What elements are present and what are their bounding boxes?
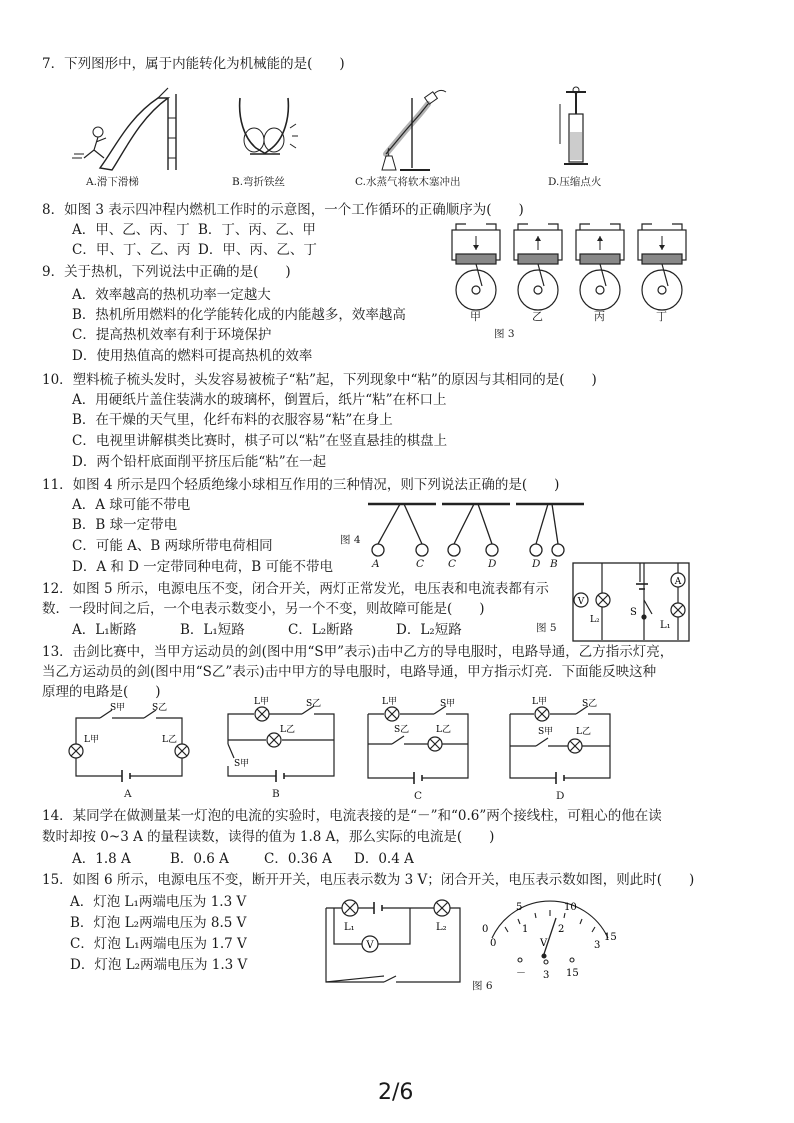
q7-caption-c: C.水蒸气将软木塞冲出 xyxy=(355,176,461,188)
q13b-l-yi-label: L乙 xyxy=(280,725,295,735)
q11-ball-diagrams xyxy=(368,500,584,566)
q13-circuit-a xyxy=(70,703,192,784)
q13a-sw-jia-label: S甲 xyxy=(110,703,126,713)
q11-ball-label-d1: D xyxy=(488,558,497,570)
q11-figure-caption: 图 4 xyxy=(340,534,361,546)
q10-option-b: B．在干燥的天气里，化纤布料的衣服容易“粘”在身上 xyxy=(72,412,393,428)
q11-ball-label-c1: C xyxy=(416,558,425,570)
q13-circuit-b-label: B xyxy=(272,788,280,800)
q10-option-c: C．电视里讲解棋类比赛时，棋子可以“粘”在竖直悬挂的棋盘上 xyxy=(72,433,448,449)
q13-circuit-a-label: A xyxy=(124,788,132,800)
q8-option-b: B．丁、丙、乙、甲 xyxy=(198,222,316,238)
q11-stem: 11．如图 4 所示是四个轻质绝缘小球相互作用的三种情况，则下列说法正确的是( ) xyxy=(42,477,560,493)
q13c-l-yi-label: L乙 xyxy=(436,725,451,735)
q15-terminal-15: 15 xyxy=(566,968,579,979)
q7-figure-compress xyxy=(556,84,596,174)
q14-stem-line2: 数时却按 0~3 A 的量程读数，读得的值为 1.8 A，那么实际的电流是( ) xyxy=(42,829,495,845)
q13d-l-yi-label: L乙 xyxy=(576,727,591,737)
q13b-sw-yi-label: S乙 xyxy=(306,699,322,709)
q15-voltmeter-dial xyxy=(480,898,620,981)
q11-ball-label-b: B xyxy=(550,558,558,570)
page-number: 2/6 xyxy=(378,1080,414,1105)
q9-option-a: A．效率越高的热机功率一定越大 xyxy=(72,287,271,303)
q15-dial-inner-1: 1 xyxy=(522,924,529,935)
q11-option-d: D．A 和 D 一定带同种电荷，B 可能不带电 xyxy=(72,559,333,575)
q15-dial-label-5: 5 xyxy=(516,902,523,913)
q12-switch-label: S xyxy=(630,607,637,618)
q9-option-c: C．提高热机效率有利于环境保护 xyxy=(72,327,272,343)
q7-caption-a: A.滑下滑梯 xyxy=(86,176,139,188)
q14-option-d: D．0.4 A xyxy=(354,851,414,867)
q12-figure-caption: 图 5 xyxy=(536,622,557,634)
q13-circuit-d-label: D xyxy=(556,790,565,802)
q13a-sw-yi-label: S乙 xyxy=(152,703,168,713)
q14-option-b: B．0.6 A xyxy=(170,851,229,867)
q15-dial-inner-3: 3 xyxy=(594,940,601,951)
q11-ball-label-c2: C xyxy=(448,558,457,570)
q12-ammeter-symbol: A xyxy=(674,577,682,587)
q12-option-a: A．L₁断路 xyxy=(72,622,137,638)
q8-engine-label-bing: 丙 xyxy=(594,310,605,323)
q12-l1-label: L₁ xyxy=(660,620,671,631)
q13a-l-jia-label: L甲 xyxy=(84,735,99,745)
q12-circuit xyxy=(572,562,690,642)
q11-option-b: B．B 球一定带电 xyxy=(72,517,178,533)
q9-stem: 9．关于热机，下列说法中正确的是( ) xyxy=(42,264,291,280)
q13-circuit-c-label: C xyxy=(414,790,423,802)
q13-circuit-d xyxy=(504,697,616,786)
q8-engine-label-jia: 甲 xyxy=(470,310,481,323)
q10-option-a: A．用硬纸片盖住装满水的玻璃杯，倒置后，纸片“粘”在杯口上 xyxy=(72,392,447,408)
q13-stem-line2: 当乙方运动员的剑(图中用“S乙”表示)击中甲方的导电服时，电路导通，甲方指示灯亮．下面能反映这种 xyxy=(42,664,657,680)
q15-option-c: C．灯泡 L₁两端电压为 1.7 V xyxy=(70,936,247,952)
q8-figure-caption: 图 3 xyxy=(494,328,515,340)
q11-option-c: C．可能 A、B 两球所带电荷相同 xyxy=(72,538,273,554)
q7-figure-steam xyxy=(372,90,452,174)
q15-l2-label: L₂ xyxy=(436,922,447,933)
q12-option-b: B．L₁短路 xyxy=(180,622,245,638)
q15-terminal-minus: － xyxy=(516,968,526,979)
q14-option-c: C．0.36 A xyxy=(264,851,332,867)
q9-option-d: D．使用热值高的燃料可提高热机的效率 xyxy=(72,348,313,364)
q8-option-d: D．甲、丙、乙、丁 xyxy=(198,242,317,258)
q15-option-d: D．灯泡 L₂两端电压为 1.3 V xyxy=(70,957,248,973)
q13b-sw-jia-label: S甲 xyxy=(234,759,250,769)
q7-figure-wire xyxy=(230,98,300,168)
q15-voltmeter-symbol: V xyxy=(366,940,374,951)
q15-figure-caption: 图 6 xyxy=(472,980,493,992)
q15-dial-outer-15: 15 xyxy=(604,932,617,943)
q15-dial-inner-2: 2 xyxy=(558,924,565,935)
q13c-sw-jia-label: S甲 xyxy=(440,699,456,709)
q11-ball-label-a: A xyxy=(372,558,380,570)
q8-engine-label-ding: 丁 xyxy=(656,310,667,323)
q7-figure-slide xyxy=(70,88,180,174)
q14-stem-line1: 14．某同学在做测量某一灯泡的电流的实验时，电流表接的是“－”和“0.6”两个接线柱，可粗心的他在读 xyxy=(42,808,662,824)
q11-option-a: A．A 球可能不带电 xyxy=(72,497,191,513)
q15-option-b: B．灯泡 L₂两端电压为 8.5 V xyxy=(70,915,247,931)
q15-dial-unit: V xyxy=(540,938,548,949)
q14-option-a: A．1.8 A xyxy=(72,851,131,867)
q15-option-a: A．灯泡 L₁两端电压为 1.3 V xyxy=(70,894,247,910)
q7-caption-d: D.压缩点火 xyxy=(548,176,602,188)
q9-option-b: B．热机所用燃料的化学能转化成的内能越多，效率越高 xyxy=(72,307,406,323)
q10-stem: 10．塑料梳子梳头发时，头发容易被梳子“粘”起，下列现象中“粘”的原因与其相同的是( ) xyxy=(42,372,597,388)
q13-circuit-c xyxy=(362,697,474,786)
q8-option-a: A．甲、乙、丙、丁 xyxy=(72,222,190,238)
q15-dial-inner-0: 0 xyxy=(490,938,497,949)
q13d-sw-jia-label: S甲 xyxy=(538,727,554,737)
q11-ball-label-d2: D xyxy=(532,558,541,570)
q13b-l-jia-label: L甲 xyxy=(254,697,269,707)
q12-voltmeter-symbol: V xyxy=(577,597,585,607)
q12-stem-line2: 数．一段时间之后，一个电表示数变小，另一个不变，则故障可能是( ) xyxy=(42,601,485,617)
q7-stem: 7．下列图形中，属于内能转化为机械能的是( ) xyxy=(42,56,345,72)
q15-dial-label-10: 10 xyxy=(564,902,577,913)
q15-dial-outer-0: 0 xyxy=(482,924,489,935)
q12-option-d: D．L₂短路 xyxy=(396,622,462,638)
q7-caption-b: B.弯折铁丝 xyxy=(232,176,286,188)
q12-l2-label: L₂ xyxy=(590,615,600,625)
q13d-sw-yi-label: S乙 xyxy=(582,699,598,709)
q8-engine-label-yi: 乙 xyxy=(532,310,543,323)
q12-option-c: C．L₂断路 xyxy=(288,622,354,638)
q15-stem: 15．如图 6 所示，电源电压不变，断开开关，电压表示数为 3 V；闭合开关，电压表示数如图，则此时( ) xyxy=(42,872,695,888)
q13c-l-jia-label: L甲 xyxy=(382,697,397,707)
q15-circuit xyxy=(322,894,464,988)
q15-l1-label: L₁ xyxy=(344,922,355,933)
q13-stem-line3: 原理的电路是( ) xyxy=(42,684,161,700)
q12-stem-line1: 12．如图 5 所示，电源电压不变，闭合开关，两灯正常发光，电压表和电流表都有示 xyxy=(42,581,549,597)
q15-terminal-3: 3 xyxy=(543,970,550,981)
q13a-l-yi-label: L乙 xyxy=(162,735,177,745)
q8-stem: 8．如图 3 表示四冲程内燃机工作时的示意图，一个工作循环的正确顺序为( ) xyxy=(42,202,524,218)
q8-option-c: C．甲、丁、乙、丙 xyxy=(72,242,191,258)
q13-circuit-b xyxy=(222,697,342,784)
q13c-sw-yi-label: S乙 xyxy=(394,725,410,735)
q13-stem-line1: 13．击剑比赛中，当甲方运动员的剑(图中用“S甲”表示)击中乙方的导电服时，电路导通，乙方指示灯亮， xyxy=(42,644,674,660)
q13d-l-jia-label: L甲 xyxy=(532,697,547,707)
q10-option-d: D．两个铅杆底面削平挤压后能“粘”在一起 xyxy=(72,454,327,470)
